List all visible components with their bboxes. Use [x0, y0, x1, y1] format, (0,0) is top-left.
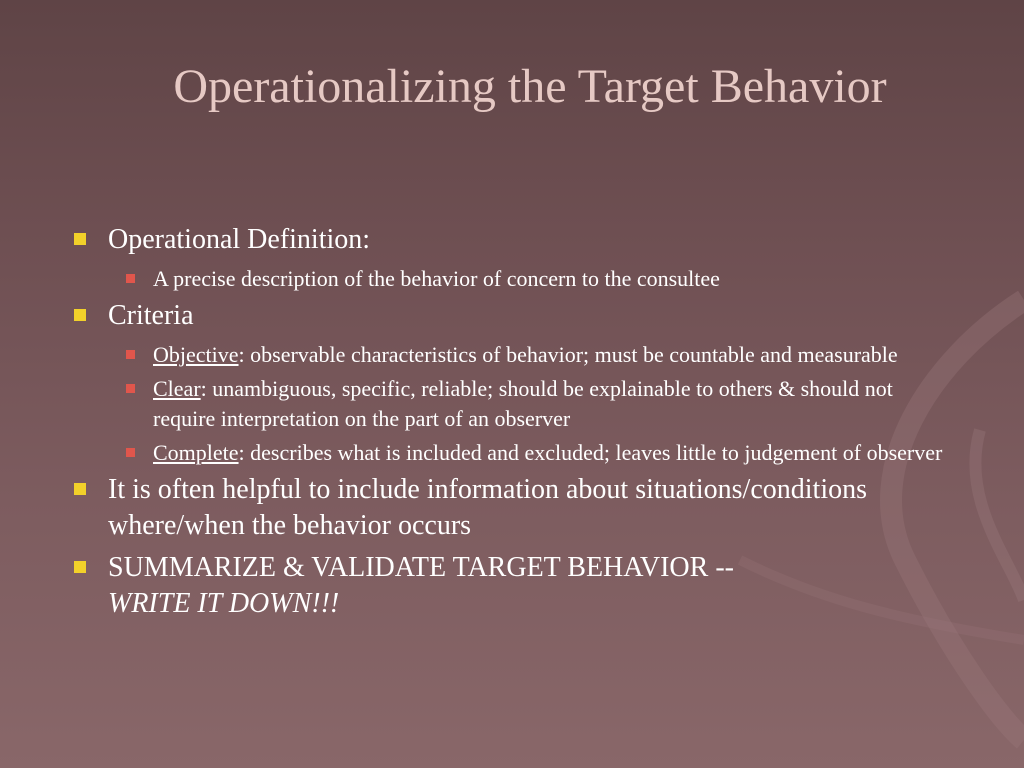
- sub-bullet-complete: [70, 438, 950, 468]
- bullet-text: It is often helpful to include information about situations/conditions where/when the behavior occurs: [108, 474, 867, 541]
- sub-bullet-objective: [70, 340, 950, 370]
- bullet-text: SUMMARIZE & VALIDATE TARGET BEHAVIOR --: [108, 552, 734, 583]
- square-bullet-icon: [74, 309, 86, 321]
- bullet-emphasis: WRITE IT DOWN!!!: [108, 588, 340, 619]
- bullet-text: : unambiguous, specific, reliable; should be explainable to others & should not require interpretation on the part of an observer: [153, 376, 893, 431]
- bullet-list: [70, 222, 950, 628]
- bullet-text: A precise description of the behavior of concern to the consultee: [153, 266, 720, 291]
- bullet-operational-definition: [70, 222, 950, 258]
- bullet-text: Operational Definition:: [108, 224, 371, 255]
- square-bullet-icon: [74, 233, 86, 245]
- criterion-term: Complete: [153, 440, 239, 465]
- square-bullet-icon: [74, 561, 86, 573]
- bullet-criteria: [70, 298, 950, 334]
- criterion-term: Objective: [153, 342, 239, 367]
- square-bullet-icon: [126, 350, 135, 359]
- bullet-text: Criteria: [108, 300, 194, 331]
- bullet-text: : observable characteristics of behavior; must be countable and measurable: [238, 342, 898, 367]
- slide-title: Operationalizing the Target Behavior: [173, 60, 887, 113]
- square-bullet-icon: [126, 448, 135, 457]
- bullet-text: : describes what is included and excluded; leaves little to judgement of observer: [238, 440, 943, 465]
- square-bullet-icon: [74, 483, 86, 495]
- bullet-summarize: [70, 550, 950, 622]
- sub-bullet-precise-description: [70, 264, 950, 294]
- sub-bullet-clear: [70, 374, 950, 434]
- bullet-situations: [70, 472, 950, 544]
- square-bullet-icon: [126, 384, 135, 393]
- square-bullet-icon: [126, 274, 135, 283]
- criterion-term: Clear: [153, 376, 201, 401]
